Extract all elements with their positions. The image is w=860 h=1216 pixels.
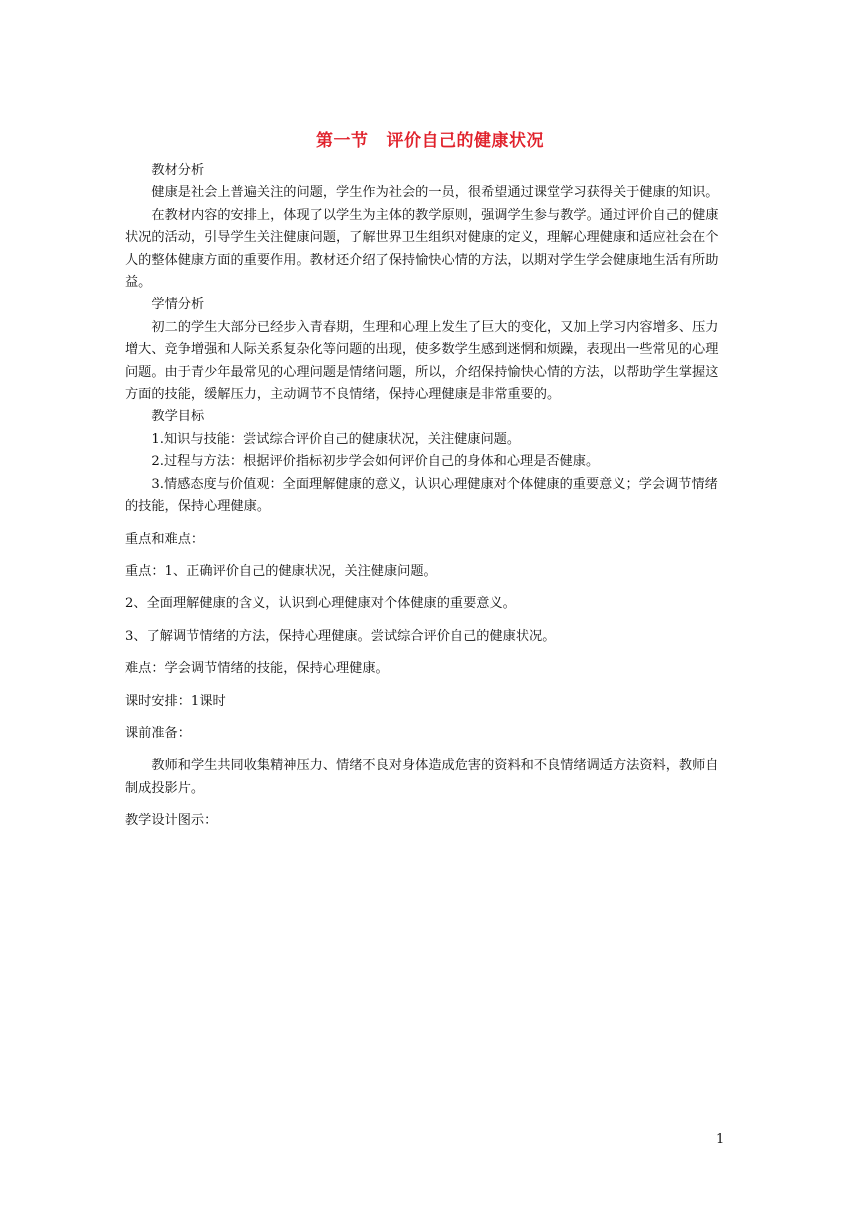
document-body <box>125 160 723 833</box>
paragraph-materials-2: 在教材内容的安排上，体现了以学生为主体的教学原则，强调学生参与教学。通过评价自己的健康状况的活动，引导学生关注健康问题，了解世界卫生组织对健康的定义，理解心理健康和适应社会在个人的整体健康方面的重要作用。教材还介绍了保持愉快心情的方法，以期对学生学会健康地生活有所助益。 <box>125 207 719 291</box>
goal-item-3: 3.情感态度与价值观：全面理解健康的意义，认识心理健康对个体健康的重要意义；学会调节情绪的技能，保持心理健康。 <box>125 476 718 515</box>
paragraph-materials-1: 健康是社会上普遍关注的问题，学生作为社会的一员，很希望通过课堂学习获得关于健康的知识。 <box>151 185 719 201</box>
heading-key-points: 重点和难点： <box>125 531 205 547</box>
heading-preparation: 课前准备： <box>125 725 191 741</box>
preparation-text: 教师和学生共同收集精神压力、情绪不良对身体造成危害的资料和不良情绪调适方法资料，教师自制成投影片。 <box>125 758 719 796</box>
goal-item-2: 2.过程与方法：根据评价指标初步学会如何评价自己的身体和心理是否健康。 <box>151 454 600 470</box>
heading-design: 教学设计图示： <box>125 813 218 829</box>
difficulty-point: 难点：学会调节情绪的技能，保持心理健康。 <box>125 661 389 677</box>
key-point-3: 3、了解调节情绪的方法，保持心理健康。尝试综合评价自己的健康状况。 <box>125 628 556 644</box>
key-point-1: 重点：1、正确评价自己的健康状况，关注健康问题。 <box>125 563 437 579</box>
title-text: 评价自己的健康状况 <box>386 131 544 151</box>
page-number: 1 <box>716 1132 725 1147</box>
paragraph-students-1: 初二的学生大部分已经步入青春期，生理和心理上发生了巨大的变化，又加上学习内容增多、压力增大、竞争增强和人际关系复杂化等问题的出现，使多数学生感到迷惘和烦躁，表现出一些常见的心理问题。由于青少年最常见的心理问题是情绪问题，所以，介绍保持愉快心情的方法，以帮助学生掌握这方面的技能，缓解压力，主动调节不良情绪，保持心理健康是非常重要的。 <box>125 319 719 403</box>
heading-students: 学情分析 <box>151 297 205 313</box>
key-point-2: 2、全面理解健康的含义，认识到心理健康对个体健康的重要意义。 <box>125 596 516 612</box>
schedule-line: 课时安排：1课时 <box>125 693 226 709</box>
title-section-number: 第一节 <box>316 131 369 151</box>
goal-item-1: 1.知识与技能：尝试综合评价自己的健康状况，关注健康问题。 <box>151 431 521 447</box>
heading-materials: 教材分析 <box>151 163 205 178</box>
document-title <box>0 126 860 151</box>
heading-goals: 教学目标 <box>151 409 205 425</box>
